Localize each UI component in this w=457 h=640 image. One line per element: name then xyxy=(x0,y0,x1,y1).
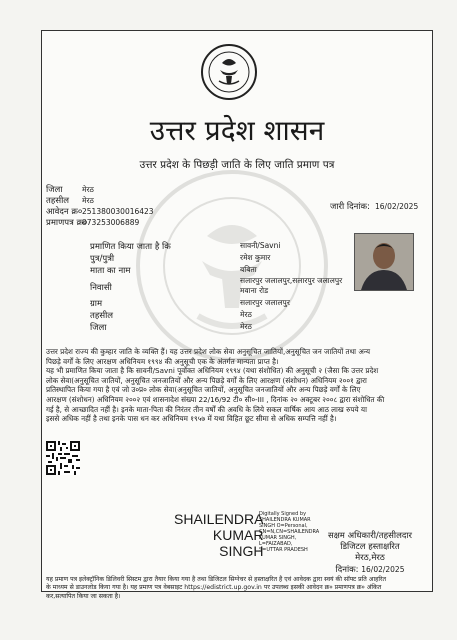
body-line: पिछड़े वर्गों के लिए आरक्षण अधिनियम १९९४ की अनुसूची एक के अंतर्गत मान्यता प्राप्त है। xyxy=(46,356,279,366)
village-label: ग्राम xyxy=(90,299,103,309)
officer-title: सक्षम अधिकारी/तहसीलदार xyxy=(327,531,413,541)
body-line: इससे अधिक नहीं है तथा इनके पास धन कर अधिनियम १९५७ में यथा विहित छूट सीमा से अधिक सम्पत्ति नहीं है। xyxy=(46,414,337,424)
certificate-body xyxy=(46,347,428,424)
tehsil-value: मेरठ xyxy=(82,196,94,205)
district-label: जिला xyxy=(46,185,63,195)
watermark-seal xyxy=(132,166,332,370)
district-value: मेरठ xyxy=(82,185,94,194)
application-no-value: 251380030016423 xyxy=(82,207,154,216)
footer-line: यह प्रमाण पत्र इलेक्ट्रॉनिक डिलिवरी सिस्टम द्वारा तैयार किया गया है तथा डिजिटल सिग्नेचर से हस्ताक्षरित है एवं आवेदक द्वारा स्वयं की सॉफ्ट प्रति आहरित xyxy=(46,576,387,583)
body-line: गई है, से आच्छादित नहीं है। इनके माता-पिता की निरंतर तीन वर्षों की अवधि के लिये सकल वार्षिक आय आठ लाख रुपये या xyxy=(46,404,367,414)
signature-date: दिनांक: 16/02/2025 xyxy=(335,565,405,575)
applicant-photo xyxy=(354,233,414,291)
officer-name: डिजिटल हस्ताक्षरित xyxy=(340,542,400,552)
certificate xyxy=(41,30,433,600)
footer-note xyxy=(46,576,428,601)
residence-value-line1: सलारपुर जलालपुर,सलारपुर जलालपुर xyxy=(240,276,343,285)
detail-tehsil-label: तहसील xyxy=(90,311,114,321)
officer-place: मेरठ,मेरठ xyxy=(355,553,385,563)
officer-block xyxy=(314,531,426,576)
application-no-label: आवेदन क्र० xyxy=(46,207,83,217)
mother-name-value: बबिता xyxy=(240,265,257,274)
signer-name: SHAILENDRA KUMAR SINGH xyxy=(174,511,264,559)
father-name-value: रमेश कुमार xyxy=(240,253,271,262)
residence-value-line2: मवाना रोड xyxy=(240,286,269,295)
detail-tehsil-value: मेरठ xyxy=(240,310,252,319)
applicant-name-value: सावनी/Savni xyxy=(240,241,281,250)
body-line: लोक सेवा(अनुसूचित जातियों, अनुसूचित जनजातियों और अन्य पिछड़े वर्गों के लिए आरक्षण (संशोधन) अधिनियम २००१ द्वारा xyxy=(46,375,367,385)
residence-label: निवासी xyxy=(90,283,112,293)
digital-signature-block: Digitally Signed by SHAILENDRA KUMAR SINGH O=Personal, CN=N,CN=SHAILENDRA KUMAR SINGH, L=FAIZABAD, S=UTTAR PRADESH xyxy=(259,511,320,553)
detail-district-label: जिला xyxy=(90,323,107,333)
body-line: उत्तर प्रदेश राज्य की कुम्हार जाति के व्यक्ति हैं। यह उत्तर प्रदेश लोक सेवा अनुसूचित जातियों,अनुसूचित जन जातियों तथा अन्य xyxy=(46,347,371,356)
issue-date-value: 16/02/2025 xyxy=(375,202,419,211)
body-line: यह भी प्रमाणित किया जाता है कि सावनी/Savni पूर्वोक्त अधिनियम १९९४ (यथा संशोधित) की अनुसूची २ (जैसा कि उत्तर प्रदेश xyxy=(46,366,379,376)
footer-line: के माध्यम से डाउनलोड किया गया है। यह प्रमाण पत्र वेबसाइट https://edistrict.up.gov.in पर उपलब्ध इसकी आवेदन क्र० प्रमाणपत्र क्र० अंकित xyxy=(46,584,382,592)
body-line: प्रतिस्थापित किया गया है एवं जो उ०प्र० लोक सेवा(अनुसूचित जातियों, अनुसूचित जनजातियों और अन्य पिछड़े वर्गों के लिए xyxy=(46,385,361,395)
issue-date-label: जारी दिनांक: xyxy=(330,202,370,212)
detail-district-value: मेरठ xyxy=(240,322,252,331)
up-government-emblem-icon xyxy=(200,43,258,101)
relation-label: पुत्र/पुत्री xyxy=(90,254,115,264)
document-subtitle: उत्तर प्रदेश के पिछड़ी जाति के लिए जाति प्रमाण पत्र xyxy=(139,159,335,171)
certify-intro-label: प्रमाणित किया जाता है कि xyxy=(90,242,171,252)
mother-name-label: माता का नाम xyxy=(90,266,131,276)
footer-line: कर,सत्यापित किया जा सकता है। xyxy=(46,592,121,600)
certificate-no-label: प्रमाणपत्र क्र० xyxy=(46,218,88,228)
certificate-no-value: 073253006889 xyxy=(82,218,140,227)
tehsil-label: तहसील xyxy=(46,196,70,206)
village-value: सलारपुर जलालपुर xyxy=(240,298,290,307)
qr-code xyxy=(46,441,80,475)
document-title: उत्तर प्रदेश शासन xyxy=(149,114,325,147)
body-line: आरक्षण (संशोधन) अधिनियम २००२ एवं शासनादेश संख्या 22/16/92 टी० सी०-III , दिनांक २० अक्टूबर २००८ द्वारा संशोधित की xyxy=(46,394,385,404)
